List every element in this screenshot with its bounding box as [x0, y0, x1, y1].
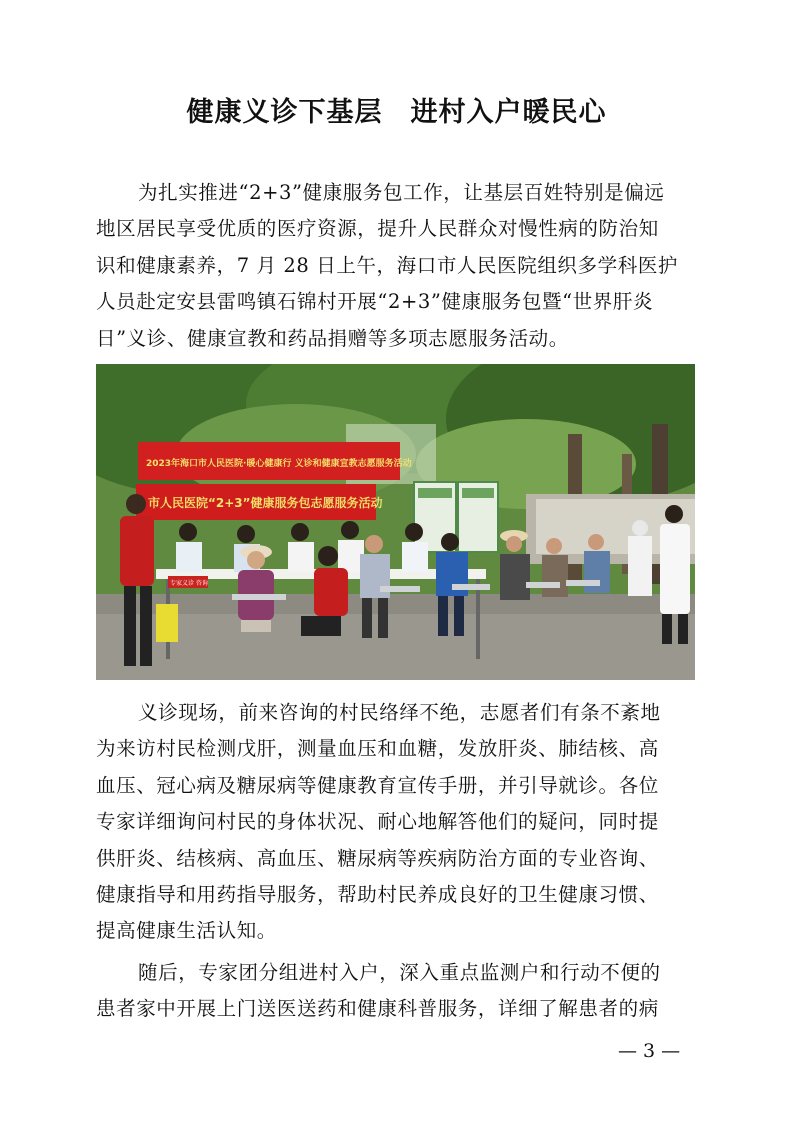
banner-top-text: 2023年海口市人民医院·暖心健康行 义诊和健康宣教志愿服务活动	[146, 459, 412, 469]
consultation-paragraph	[96, 695, 696, 950]
home-visit-paragraph	[96, 955, 696, 1028]
paragraph-line: 血压、冠心病及糖尿病等健康教育宣传手册，并引导就诊。各位	[96, 773, 659, 797]
paragraph-line: 供肝炎、结核病、高血压、糖尿病等疾病防治方面的专业咨询、	[96, 846, 659, 870]
intro-paragraph	[96, 175, 696, 357]
paragraph-line: 患者家中开展上门送医送药和健康科普服务，详细了解患者的病	[96, 997, 659, 1021]
paragraph-line: 日”义诊、健康宣教和药品捐赠等多项志愿服务活动。	[96, 326, 569, 350]
page-number: — 3 —	[618, 1040, 681, 1062]
paragraph-line: 提高健康生活认知。	[96, 919, 277, 943]
page-title: 健康义诊下基层 进村入户暖民心	[186, 97, 607, 128]
paragraph-line: 识和健康素养，7 月 28 日上午，海口市人民医院组织多学科医护	[96, 253, 679, 277]
event-photo	[96, 364, 695, 680]
paragraph-line: 人员赴定安县雷鸣镇石锦村开展“2+3”健康服务包暨“世界肝炎	[96, 290, 654, 314]
paragraph-line: 为扎实推进“2+3”健康服务包工作，让基层百姓特别是偏远	[138, 181, 665, 204]
table-sign-text: 专家义诊 咨询	[170, 580, 208, 587]
event-photo-illustration	[96, 364, 695, 680]
paragraph-line: 随后，专家团分组进村入户，深入重点监测户和行动不便的	[138, 961, 661, 984]
paragraph-line: 义诊现场，前来咨询的村民络绎不绝，志愿者们有条不紊地	[138, 701, 661, 724]
paragraph-line: 健康指导和用药指导服务，帮助村民养成良好的卫生健康习惯、	[96, 883, 659, 907]
paragraph-line: 为来访村民检测戊肝，测量血压和血糖，发放肝炎、肺结核、高	[96, 737, 659, 761]
paragraph-line: 地区居民享受优质的医疗资源，提升人民群众对慢性病的防治知	[96, 217, 659, 241]
banner-bottom-text: 市人民医院“2+3”健康服务包志愿服务活动	[148, 496, 383, 510]
paragraph-line: 专家详细询问村民的身体状况、耐心地解答他们的疑问，同时提	[96, 810, 659, 834]
